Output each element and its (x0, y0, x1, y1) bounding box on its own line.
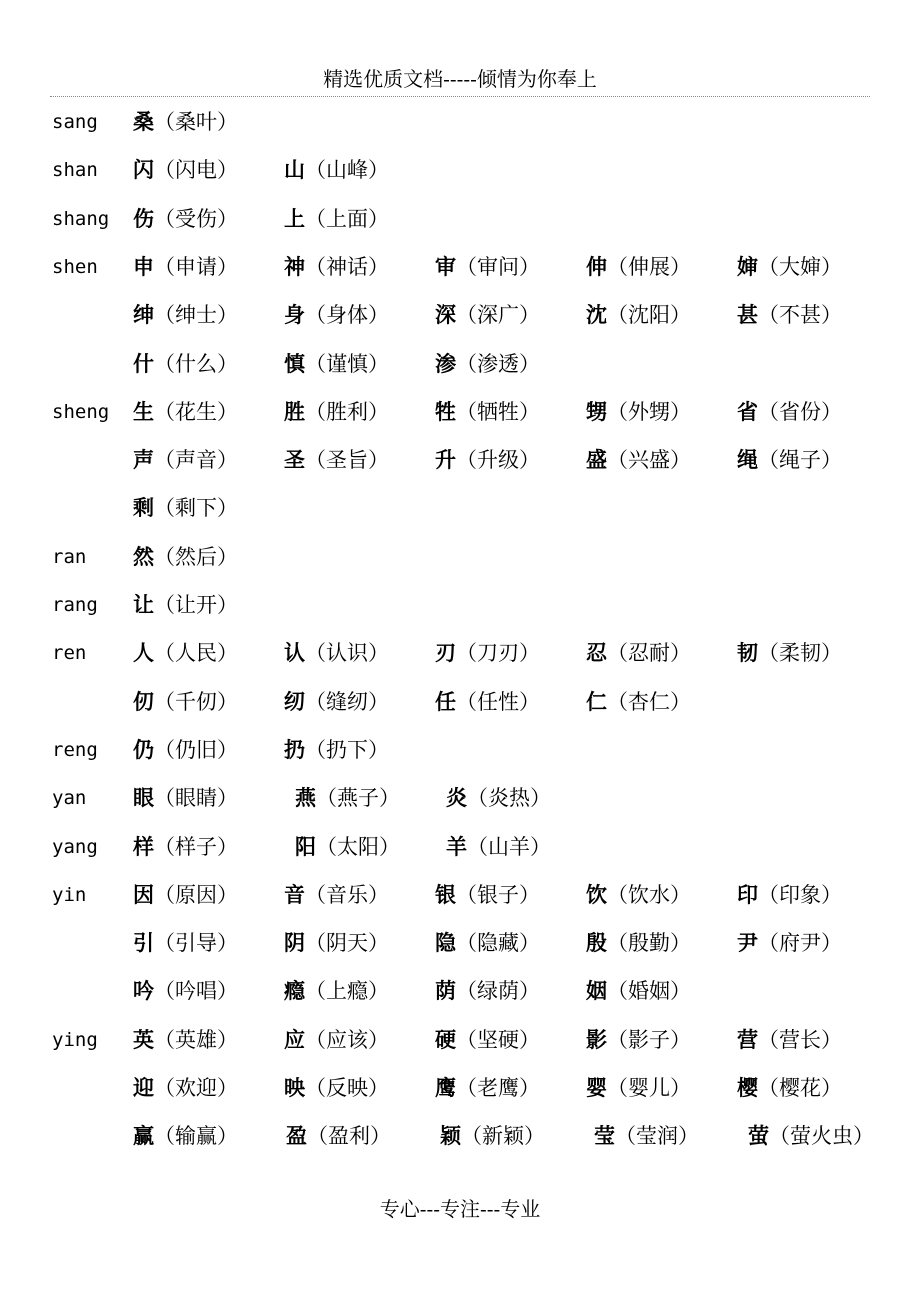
list-row (0, 1020, 920, 1060)
example-word: （剩下） (154, 496, 238, 521)
character-entry (586, 392, 691, 432)
character: 颖 (440, 1123, 461, 1149)
character: 瘾 (284, 978, 305, 1004)
character: 伸 (586, 253, 607, 279)
character-entry (435, 971, 540, 1011)
character: 省 (737, 398, 758, 424)
character-entry (284, 971, 389, 1011)
example-word: （老鹰） (456, 1076, 540, 1100)
example-word: （人民） (154, 641, 238, 666)
character: 萤 (748, 1123, 769, 1149)
character-entry (586, 971, 691, 1011)
character: 身 (284, 302, 305, 328)
character-entry (284, 150, 389, 190)
character: 婴 (586, 1075, 607, 1100)
character-entry (435, 875, 540, 915)
character-entry (133, 344, 238, 384)
example-word: （音乐） (305, 882, 389, 907)
character: 桑 (133, 109, 154, 134)
character-entry (133, 295, 238, 335)
character: 仁 (586, 688, 607, 714)
character-entry (435, 295, 540, 335)
pinyin-label: sheng (52, 400, 110, 423)
character-entry (737, 633, 842, 673)
example-word: （杏仁） (607, 689, 691, 714)
character-entry (133, 682, 238, 722)
character: 饮 (586, 881, 607, 907)
page-footer: 专心---专注---专业 (379, 1197, 541, 1221)
example-word: （燕子） (316, 786, 400, 811)
character: 声 (133, 447, 154, 473)
character-entry (284, 682, 389, 722)
character: 忍 (586, 640, 607, 666)
character-entry (284, 440, 389, 480)
example-word: （申请） (154, 254, 238, 279)
example-word: （渗透） (456, 351, 540, 376)
example-word: （输赢） (154, 1124, 238, 1149)
list-row (0, 682, 920, 722)
example-word: （什么） (154, 351, 238, 376)
character: 胜 (284, 398, 305, 424)
list-row (0, 247, 920, 287)
example-word: （身体） (305, 303, 389, 328)
character-entry (748, 1116, 874, 1156)
character: 渗 (435, 350, 456, 376)
example-word: （任性） (456, 689, 540, 714)
header-divider (50, 96, 870, 97)
pinyin-label: shen (52, 255, 98, 278)
example-word: （引导） (154, 931, 238, 956)
pinyin-label: rang (52, 594, 98, 616)
character: 银 (435, 881, 456, 907)
character: 映 (284, 1075, 305, 1100)
character: 圣 (284, 447, 305, 473)
example-word: （炎热） (467, 786, 551, 811)
character: 迎 (133, 1075, 154, 1100)
character: 营 (737, 1026, 758, 1052)
pinyin-label: ying (52, 1028, 98, 1051)
character-entry (435, 247, 540, 287)
character-entry (133, 875, 238, 915)
example-word: （应该） (305, 1027, 389, 1052)
example-word: （忍耐） (607, 641, 691, 666)
character: 引 (133, 930, 154, 956)
example-word: （婴儿） (607, 1076, 691, 1100)
example-word: （胜利） (305, 399, 389, 424)
character-entry (586, 633, 691, 673)
character: 认 (284, 640, 305, 666)
character-entry (286, 1116, 391, 1156)
character-entry (133, 923, 238, 963)
example-word: （莹润） (615, 1124, 699, 1149)
example-word: （花生） (154, 399, 238, 424)
character-entry (446, 778, 551, 818)
character-entry (284, 1020, 389, 1060)
character-entry (435, 1068, 540, 1108)
pinyin-label: sang (52, 111, 98, 133)
character-entry (586, 247, 691, 287)
character: 音 (284, 881, 305, 907)
character: 硬 (435, 1026, 456, 1052)
example-word: （升级） (456, 448, 540, 473)
character: 牲 (435, 398, 456, 424)
character-entry (737, 392, 842, 432)
list-row (0, 344, 920, 384)
character-entry (435, 1020, 540, 1060)
character-entry (133, 150, 238, 190)
list-row (0, 199, 920, 239)
list-row (0, 488, 920, 528)
character-entry (737, 1068, 842, 1108)
example-word: （坚硬） (456, 1027, 540, 1052)
example-word: （审问） (456, 254, 540, 279)
example-word: （然后） (154, 544, 238, 569)
character: 燕 (295, 785, 316, 811)
pinyin-label: ren (52, 642, 87, 665)
character-entry (284, 875, 389, 915)
example-word: （阴天） (305, 931, 389, 956)
example-word: （刀刃） (456, 641, 540, 666)
pinyin-label: reng (52, 738, 98, 761)
example-word: （仍旧） (154, 737, 238, 762)
character: 让 (133, 592, 154, 617)
list-row (0, 633, 920, 673)
character: 吟 (133, 978, 154, 1004)
character-entry (133, 778, 238, 818)
character: 尹 (737, 930, 758, 956)
character: 羊 (446, 833, 467, 859)
character: 上 (284, 205, 305, 231)
character: 眼 (133, 785, 154, 811)
list-row (0, 971, 920, 1011)
example-word: （沈阳） (607, 303, 691, 328)
pinyin-label: yin (52, 883, 87, 906)
character: 任 (435, 688, 456, 714)
example-word: （英雄） (154, 1027, 238, 1052)
character-entry (586, 1068, 691, 1108)
example-word: （深广） (456, 303, 540, 328)
example-word: （桑叶） (154, 110, 238, 134)
character: 印 (737, 881, 758, 907)
example-word: （太阳） (316, 834, 400, 859)
character-entry (284, 730, 389, 770)
character: 影 (586, 1026, 607, 1052)
character-entry (133, 102, 238, 142)
character: 生 (133, 398, 154, 424)
character-entry (435, 682, 540, 722)
character-entry (133, 633, 238, 673)
character-entry (295, 827, 400, 867)
list-row (0, 1116, 920, 1156)
character: 应 (284, 1026, 305, 1052)
character: 赢 (133, 1123, 154, 1149)
character-entry (435, 923, 540, 963)
example-word: （圣旨） (305, 448, 389, 473)
character: 山 (284, 157, 305, 183)
list-row (0, 875, 920, 915)
example-word: （闪电） (154, 158, 238, 183)
example-word: （上面） (305, 206, 389, 231)
example-word: （盈利） (307, 1124, 391, 1149)
character-entry (737, 923, 842, 963)
character-entry (133, 1020, 238, 1060)
example-word: （外甥） (607, 399, 691, 424)
character: 剩 (133, 495, 154, 521)
character-entry (435, 440, 540, 480)
example-word: （上瘾） (305, 979, 389, 1004)
character: 婶 (737, 253, 758, 279)
example-word: （反映） (305, 1076, 389, 1100)
character-entry (435, 344, 540, 384)
character-entry (446, 827, 551, 867)
character: 审 (435, 253, 456, 279)
example-word: （银子） (456, 882, 540, 907)
example-word: （受伤） (154, 206, 238, 231)
character-entry (133, 537, 238, 577)
character-entry (737, 247, 842, 287)
character-entry (284, 295, 389, 335)
character-entry (284, 199, 389, 239)
character: 甚 (737, 302, 758, 328)
character: 殷 (586, 930, 607, 956)
character: 姻 (586, 978, 607, 1004)
character-entry (737, 875, 842, 915)
character-entry (133, 488, 238, 528)
character-entry (586, 440, 691, 480)
character: 神 (284, 253, 305, 279)
character: 慎 (284, 350, 305, 376)
character-entry (737, 440, 842, 480)
pinyin-label: ran (52, 545, 87, 568)
character-entry (133, 827, 238, 867)
character-entry (133, 247, 238, 287)
example-word: （隐藏） (456, 931, 540, 956)
example-word: （伸展） (607, 254, 691, 279)
example-word: （认识） (305, 641, 389, 666)
character: 什 (133, 350, 154, 376)
character-entry (284, 923, 389, 963)
character-entry (295, 778, 400, 818)
character: 伤 (133, 205, 154, 231)
example-word: （绅士） (154, 303, 238, 328)
character-entry (284, 392, 389, 432)
character-entry (586, 1020, 691, 1060)
example-word: （印象） (758, 882, 842, 907)
example-word: （样子） (154, 834, 238, 859)
list-row (0, 1068, 920, 1108)
example-word: （缝纫） (305, 689, 389, 714)
character: 刃 (435, 640, 456, 666)
character: 样 (133, 833, 154, 859)
example-word: （樱花） (758, 1076, 842, 1100)
character-entry (435, 633, 540, 673)
character: 升 (435, 447, 456, 473)
character: 绅 (133, 302, 154, 328)
pinyin-label: shan (52, 159, 98, 182)
example-word: （婚姻） (607, 979, 691, 1004)
character: 仍 (133, 736, 154, 762)
character: 盈 (286, 1123, 307, 1149)
character: 阳 (295, 833, 316, 859)
list-row (0, 923, 920, 963)
example-word: （吟唱） (154, 979, 238, 1004)
list-row (0, 778, 920, 818)
example-word: （兴盛） (607, 448, 691, 473)
example-word: （绿荫） (456, 979, 540, 1004)
character-entry (594, 1116, 699, 1156)
example-word: （让开） (154, 593, 238, 617)
example-word: （省份） (758, 399, 842, 424)
character-entry (133, 971, 238, 1011)
character-entry (586, 923, 691, 963)
character: 炎 (446, 785, 467, 811)
character: 然 (133, 543, 154, 569)
pinyin-label: yan (52, 787, 87, 810)
character-entry (133, 440, 238, 480)
character: 沈 (586, 302, 607, 328)
character: 因 (133, 881, 154, 907)
character-entry (586, 295, 691, 335)
character-entry (284, 1068, 389, 1108)
list-row (0, 150, 920, 190)
list-row (0, 392, 920, 432)
list-row (0, 730, 920, 770)
character: 扔 (284, 736, 305, 762)
list-row (0, 102, 920, 142)
example-word: （殷勤） (607, 931, 691, 956)
character-entry (133, 730, 238, 770)
character: 仞 (133, 688, 154, 714)
example-word: （扔下） (305, 737, 389, 762)
character: 申 (133, 253, 154, 279)
example-word: （牺牲） (456, 399, 540, 424)
character-entry (133, 392, 238, 432)
example-word: （萤火虫） (769, 1124, 874, 1149)
pinyin-label: yang (52, 835, 98, 858)
example-word: （千仞） (154, 689, 238, 714)
character: 闪 (133, 157, 154, 183)
example-word: （山峰） (305, 158, 389, 183)
example-word: （柔韧） (758, 641, 842, 666)
character: 鹰 (435, 1075, 456, 1100)
list-row (0, 295, 920, 335)
character-entry (586, 875, 691, 915)
character: 绳 (737, 447, 758, 473)
character: 荫 (435, 978, 456, 1004)
example-word: （眼睛） (154, 786, 238, 811)
example-word: （绳子） (758, 448, 842, 473)
character: 纫 (284, 688, 305, 714)
character-entry (586, 682, 691, 722)
character-entry (133, 585, 238, 625)
example-word: （原因） (154, 882, 238, 907)
character: 人 (133, 640, 154, 666)
character: 阴 (284, 930, 305, 956)
example-word: （营长） (758, 1027, 842, 1052)
character-entry (737, 1020, 842, 1060)
character: 韧 (737, 640, 758, 666)
character-entry (284, 633, 389, 673)
example-word: （声音） (154, 448, 238, 473)
character-entry (435, 392, 540, 432)
example-word: （大婶） (758, 254, 842, 279)
example-word: （府尹） (758, 931, 842, 956)
character: 盛 (586, 447, 607, 473)
character-entry (284, 344, 389, 384)
character-entry (133, 1116, 238, 1156)
character-entry (284, 247, 389, 287)
example-word: （谨慎） (305, 351, 389, 376)
example-word: （神话） (305, 254, 389, 279)
character-entry (133, 1068, 238, 1108)
list-row (0, 537, 920, 577)
example-word: （饮水） (607, 882, 691, 907)
list-row (0, 585, 920, 625)
character: 隐 (435, 930, 456, 956)
character: 莹 (594, 1123, 615, 1149)
example-word: （山羊） (467, 834, 551, 859)
example-word: （影子） (607, 1027, 691, 1052)
list-row (0, 827, 920, 867)
example-word: （欢迎） (154, 1076, 238, 1100)
example-word: （新颖） (461, 1124, 545, 1149)
character-entry (737, 295, 842, 335)
list-row (0, 440, 920, 480)
character: 英 (133, 1026, 154, 1052)
example-word: （不甚） (758, 303, 842, 328)
character: 甥 (586, 398, 607, 424)
page-header: 精选优质文档-----倾情为你奉上 (323, 67, 597, 91)
character: 樱 (737, 1075, 758, 1100)
character-entry (440, 1116, 545, 1156)
pinyin-label: shang (52, 207, 110, 230)
character: 深 (435, 302, 456, 328)
character-entry (133, 199, 238, 239)
